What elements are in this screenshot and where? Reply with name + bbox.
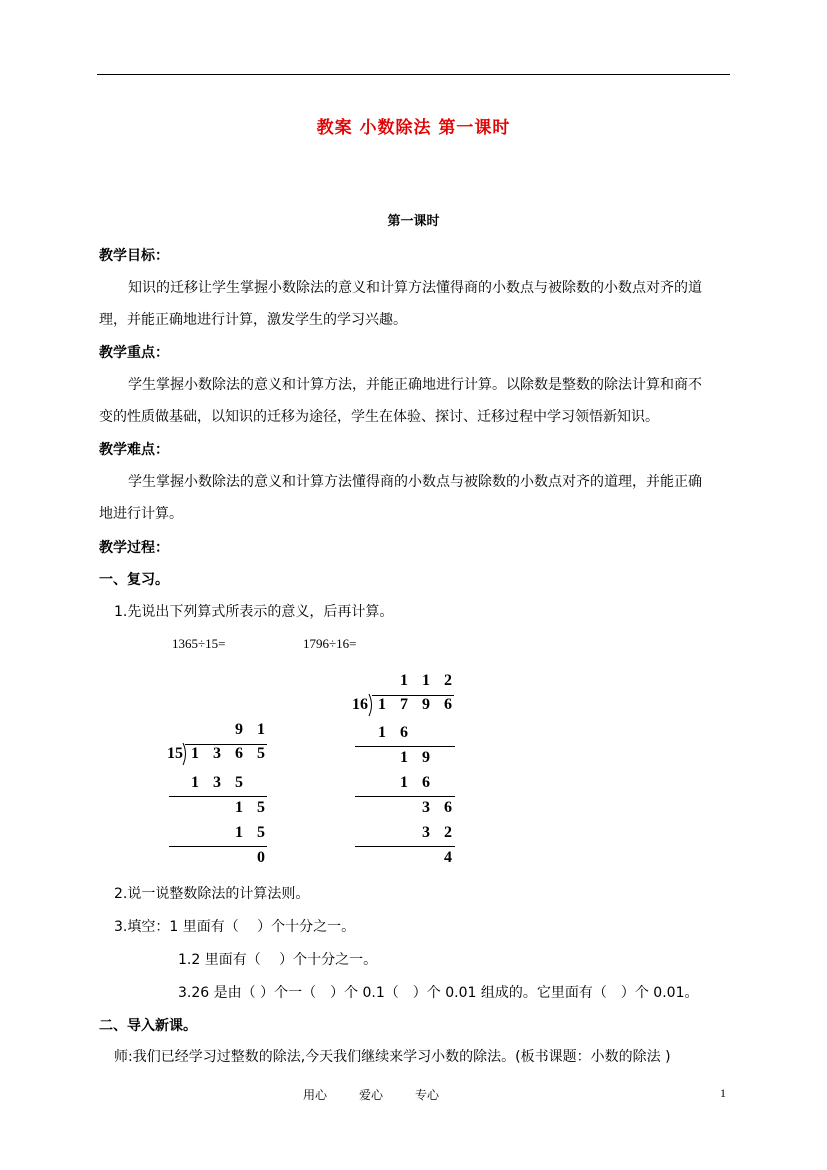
digit: 6 (400, 724, 408, 741)
goal-paragraph-line2: 理，并能正确地进行计算，激发学生的学习兴趣。 (99, 312, 407, 328)
digit: 6 (444, 799, 452, 816)
review-heading: 一、复习。 (99, 572, 169, 588)
digit: 1 (235, 799, 243, 816)
division-line (355, 796, 455, 797)
difficulty-heading: 教学难点： (99, 442, 169, 458)
digit: 1 (400, 749, 408, 766)
digit: 5 (235, 774, 243, 791)
digit: 3 (422, 824, 430, 841)
footer-word: 专心 (415, 1088, 440, 1102)
new-lesson-heading: 二、导入新课。 (99, 1018, 197, 1034)
equation-2: 1796÷16= (303, 636, 357, 651)
digit: 5 (257, 799, 265, 816)
divisor: 16 (352, 696, 368, 713)
goal-paragraph-line1: 知识的迁移让学生掌握小数除法的意义和计算方法懂得商的小数点与被除数的小数点对齐的道 (128, 280, 702, 296)
dividend-digit: 6 (235, 745, 243, 762)
key-heading: 教学重点： (99, 345, 169, 361)
review-item-3c: 3.26 是由（ ）个一（ ）个 0.1（ ）个 0.01 组成的。它里面有（ ）个 0.01。 (178, 985, 699, 1001)
divisor: 15 (167, 745, 183, 762)
remainder-digit: 0 (257, 849, 265, 866)
dividend-digit: 1 (191, 745, 199, 762)
dividend-digit: 5 (257, 745, 265, 762)
digit: 6 (422, 774, 430, 791)
dividend-digit: 9 (422, 696, 430, 713)
division-bracket-curve (181, 742, 189, 766)
division-line (355, 746, 455, 747)
document-title: 教案 小数除法 第一课时 (316, 118, 511, 138)
process-heading: 教学过程： (99, 540, 169, 556)
difficulty-paragraph-line1: 学生掌握小数除法的意义和计算方法懂得商的小数点与被除数的小数点对齐的道理，并能正确 (128, 474, 702, 490)
dividend-digit: 7 (400, 696, 408, 713)
digit: 5 (257, 824, 265, 841)
division-bracket-top (185, 744, 267, 745)
digit: 3 (213, 774, 221, 791)
review-item-3: 3.填空：1 里面有（ ）个十分之一。 (114, 919, 356, 935)
dividend-digit: 1 (378, 696, 386, 713)
quotient-digit: 1 (257, 721, 265, 738)
goal-heading: 教学目标： (99, 248, 169, 264)
teacher-line: 师:我们已经学习过整数的除法,今天我们继续来学习小数的除法。(板书课题：小数的除法 ) (114, 1049, 671, 1065)
quotient-digit: 9 (235, 721, 243, 738)
dividend-digit: 3 (213, 745, 221, 762)
footer-word: 用心 (303, 1088, 328, 1102)
key-paragraph-line1: 学生掌握小数除法的意义和计算方法，并能正确地进行计算。以除数是整数的除法计算和商不 (128, 377, 702, 393)
quotient-digit: 2 (444, 672, 452, 689)
dividend-digit: 6 (444, 696, 452, 713)
key-paragraph-line2: 变的性质做基础，以知识的迁移为途径，学生在体验、探讨、迁移过程中学习领悟新知识。 (99, 409, 659, 425)
quotient-digit: 1 (400, 672, 408, 689)
difficulty-paragraph-line2: 地进行计算。 (99, 506, 183, 522)
digit: 1 (378, 724, 386, 741)
page-number: 1 (720, 1086, 726, 1100)
digit: 1 (400, 774, 408, 791)
division-line (169, 796, 267, 797)
digit: 2 (444, 824, 452, 841)
digit: 3 (422, 799, 430, 816)
division-line (169, 846, 267, 847)
quotient-digit: 1 (422, 672, 430, 689)
lesson-subtitle: 第一课时 (387, 214, 440, 229)
remainder-digit: 4 (444, 849, 452, 866)
equation-1: 1365÷15= (172, 636, 226, 651)
digit: 1 (235, 824, 243, 841)
division-bracket-top (372, 695, 454, 696)
digit: 9 (422, 749, 430, 766)
digit: 1 (191, 774, 199, 791)
footer-word: 爱心 (359, 1088, 384, 1102)
review-item-1: 1.先说出下列算式所表示的意义，后再计算。 (114, 604, 394, 620)
division-line (355, 846, 455, 847)
review-item-3b: 1.2 里面有（ ）个十分之一。 (178, 952, 378, 968)
review-item-2: 2.说一说整数除法的计算法则。 (114, 886, 310, 902)
division-bracket-curve (367, 693, 375, 717)
header-rule (97, 74, 730, 75)
